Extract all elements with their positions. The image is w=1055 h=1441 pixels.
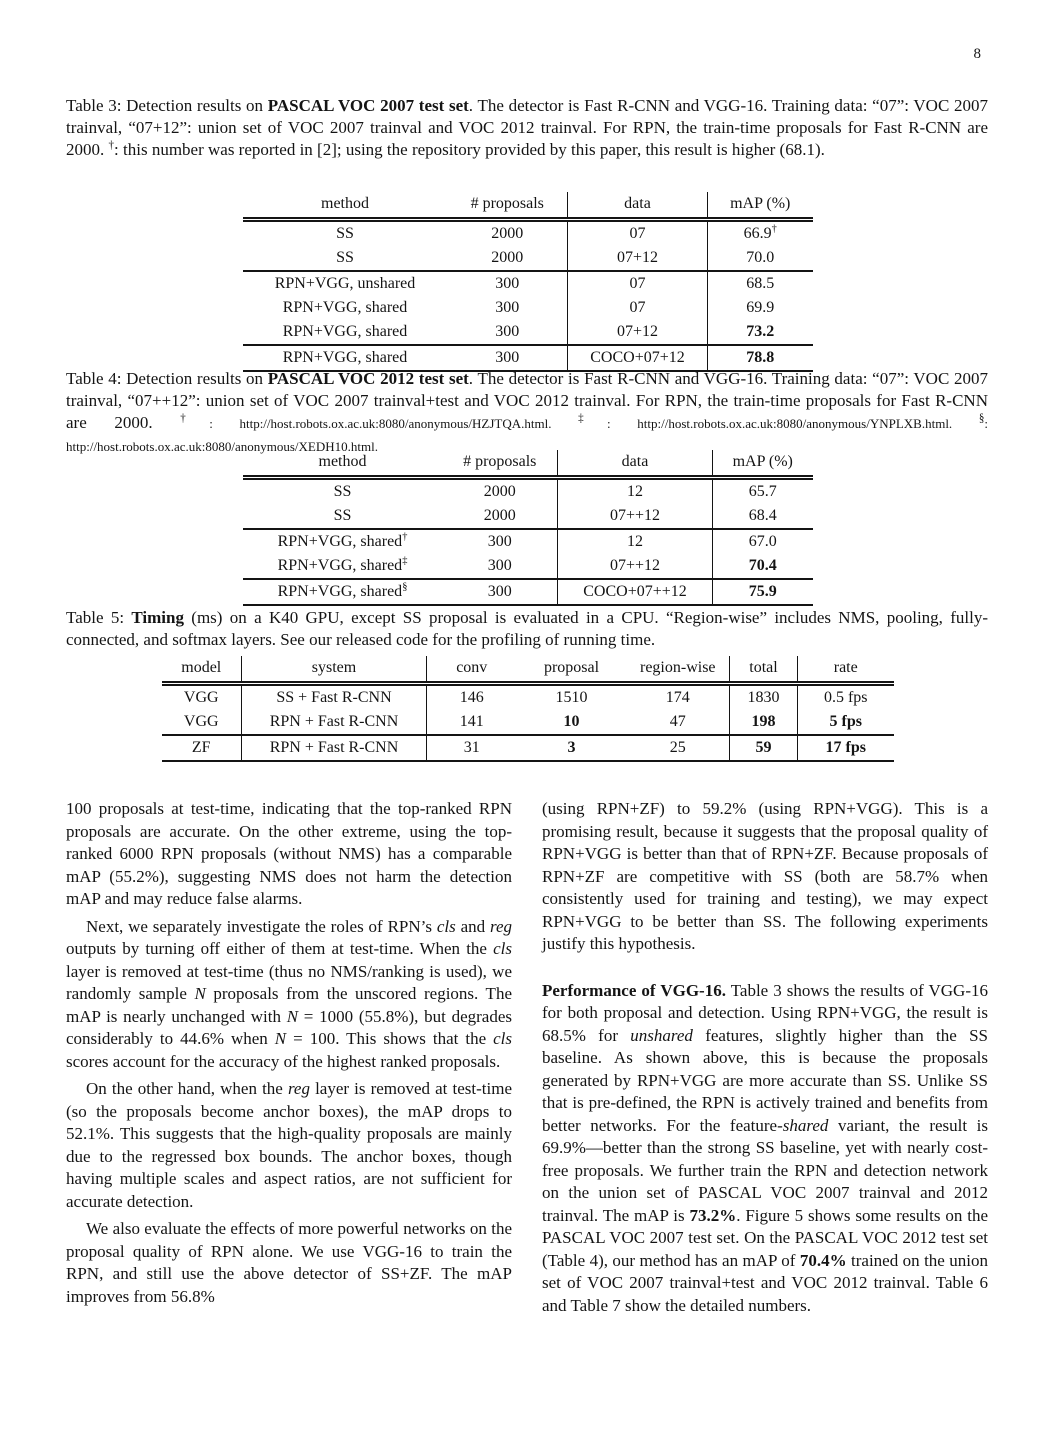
- column-header: # proposals: [443, 450, 558, 478]
- footnote-marker: ‡: [402, 555, 408, 567]
- table-row: [162, 684, 894, 711]
- table-cell: 66.9†: [743, 223, 777, 242]
- table-cell: [517, 735, 627, 761]
- table-cell: [730, 710, 798, 735]
- table-cell: 69.9: [746, 299, 775, 316]
- text-run: cls: [493, 939, 512, 958]
- text-run: reg: [489, 916, 512, 936]
- column-header: rate: [798, 656, 894, 684]
- table-cell: [713, 554, 813, 579]
- table-cell: 07+12: [568, 320, 708, 345]
- text-run: 75.9: [748, 583, 777, 600]
- text-run: shared: [782, 1115, 829, 1135]
- table-cell: [798, 710, 894, 735]
- table-cell: SS + Fast R-CNN: [242, 684, 427, 711]
- table-cell: 146: [459, 689, 484, 706]
- table-row: [243, 296, 813, 320]
- table-cell: 68.5: [708, 271, 813, 296]
- text-run: 73.2: [746, 323, 775, 340]
- page-number: 8: [973, 46, 981, 62]
- table3-container: [0, 192, 1055, 372]
- table5-caption: Table 5: Timing (ms) on a K40 GPU, except SS proposal is evaluated in a CPU. “Region-wise” includes NMS, pooling, fully-connected, and softmax layers. See our released code for the profiling of running time.: [66, 608, 988, 649]
- table-cell: 67.0: [713, 529, 813, 554]
- table-cell: 65.7: [748, 483, 777, 500]
- text-run: 10: [563, 713, 580, 730]
- table-cell: 2000: [448, 220, 568, 247]
- body-paragraph: (using RPN+ZF) to 59.2% (using RPN+VGG). This is a promising result, because it suggests that the proposal quality of RPN+VGG is better than that of RPN+ZF. Because proposals of RPN+ZF are competitive with SS (both are 58.7% when consistently used for training and testing), we may expect RPN+VGG to be better than SS. The following experiments justify this hypothesis.: [542, 799, 988, 953]
- footnote-marker: §: [978, 412, 985, 425]
- table-cell: 07++12: [558, 554, 713, 579]
- column-header: mAP (%): [713, 450, 813, 478]
- table-cell: 2000: [443, 478, 558, 505]
- text-run: cls: [436, 916, 456, 936]
- body-paragraph-with-run-in-heading: Performance of VGG-16. Table 3 shows the results of VGG-16 for both proposal and detection. Using RPN+VGG, the result is 68.5% for unshared features, slightly higher than the SS baseline. As shown above, this is because the proposals generated by RPN+VGG are more accurate than SS. Unlike SS that is pre-defined, the RPN is actively trained and benefits from better networks. For the feature-shared variant, the result is 69.9%—better than the strong SS baseline, yet with nearly cost-free proposals. We further train the RPN and detection network on the union set of PASCAL VOC 2007 trainval and 2012 trainval. The mAP is 73.2%. Figure 5 shows some results on the PASCAL VOC 2007 test set. On the PASCAL VOC 2012 test set (Table 4), our method has an mAP of 70.4% trained on the union set of VOC 2007 trainval+test and VOC 2012 trainval. Table 6 and Table 7 show the detailed numbers.: [542, 980, 989, 1315]
- table-cell: 300: [443, 554, 558, 579]
- body-paragraph: On the other hand, when the reg layer is removed at test-time (so the proposals become anchor boxes), the mAP drops to 52.1%. This suggests that the high-quality proposals are mainly due to the regressed box bounds. The anchor boxes, though having multiple scales and aspect ratios, are not sufficient for accurate detection.: [66, 1079, 512, 1211]
- table-cell: SS: [333, 507, 352, 524]
- table3-caption: Table 3: Detection results on PASCAL VOC 2007 test set. The detector is Fast R-CNN and VGG-16. Training data: “07”: VOC 2007 trainval, “07+12”: union set of VOC 2007 trainval and VOC 2012 trainval. For RPN, the train-time proposals for Fast R-CNN are 2000. †: this number was reported in [2]; using the repository provided by this paper, this result is higher (68.1).: [66, 96, 988, 159]
- left-column: [66, 798, 512, 1313]
- table-cell: [730, 735, 798, 761]
- table-cell: 174: [627, 684, 730, 711]
- table-cell: 07: [568, 220, 708, 247]
- table-cell: [713, 579, 813, 605]
- column-header: method: [243, 192, 448, 220]
- text-run: PASCAL VOC 2012 test set: [267, 369, 469, 388]
- table-row: [243, 529, 813, 554]
- table-cell: 31: [427, 735, 517, 761]
- body-paragraph: We also evaluate the effects of more powerful networks on the proposal quality of RPN alone. We use VGG-16 to train the RPN, and still use the above detector of SS+ZF. The mAP improves from 56.8%: [66, 1219, 512, 1306]
- table-cell: 07: [568, 271, 708, 296]
- table4-container: [0, 450, 1055, 606]
- table-cell: 300: [448, 320, 568, 345]
- footnote-marker: †: [180, 412, 210, 425]
- table-cell: 300: [443, 529, 558, 554]
- footnote-marker: †: [402, 531, 408, 543]
- column-header: conv: [427, 656, 517, 684]
- table-row: [162, 735, 894, 761]
- table-cell: SS: [336, 225, 354, 242]
- table-cell: 07++12: [558, 504, 713, 529]
- footnote-marker: †: [108, 139, 115, 152]
- text-run: 73.2%: [689, 1205, 737, 1225]
- table-row: [243, 320, 813, 345]
- table-cell: RPN+VGG, shared‡: [277, 555, 408, 574]
- table-cell: 300: [443, 579, 558, 605]
- text-run: reg: [287, 1079, 310, 1098]
- text-run: 198: [751, 713, 776, 730]
- text-run: Performance of VGG-16.: [542, 980, 726, 1000]
- column-header: method: [243, 450, 443, 478]
- table4: [243, 450, 813, 606]
- table-cell: 2000: [443, 504, 558, 529]
- table-row: [243, 554, 813, 579]
- table-cell: SS: [336, 249, 354, 266]
- table-row: [243, 504, 813, 529]
- text-run: 70.4: [748, 557, 777, 574]
- table-cell: VGG: [162, 710, 242, 735]
- table-cell: [708, 320, 813, 345]
- text-run: unshared: [630, 1025, 693, 1045]
- table-header-row: [243, 192, 813, 220]
- text-run: : http://host.robots.ox.ac.uk:8080/anonymous/YNPLXB.html.: [607, 416, 979, 431]
- column-header: # proposals: [448, 192, 568, 220]
- table-cell: 70.0: [746, 249, 775, 266]
- table-row: [243, 220, 813, 247]
- column-header: total: [730, 656, 798, 684]
- column-header: mAP (%): [708, 192, 813, 220]
- table-cell: 1510: [555, 689, 588, 706]
- table-cell: 68.4: [748, 507, 777, 524]
- table-cell: RPN + Fast R-CNN: [242, 710, 427, 735]
- footnote-marker: †: [771, 223, 777, 235]
- text-run: 17 fps: [825, 739, 866, 756]
- table-cell: 1830: [730, 684, 798, 711]
- column-header: data: [568, 192, 708, 220]
- table-cell: 47: [627, 710, 730, 735]
- table-cell: ZF: [162, 735, 242, 761]
- text-run: : http://host.robots.ox.ac.uk:8080/anonymous/HZJTQA.html.: [209, 416, 579, 431]
- table4-caption: Table 4: Detection results on PASCAL VOC 2012 test set. The detector is Fast R-CNN and VGG-16. Training data: “07”: VOC 2007 trainval, “07++12”: union set of VOC 2007 trainval+test and VOC 2012 trainval. For RPN, the train-time proposals for Fast R-CNN are 2000. †: http://host.robots.ox.ac.uk:8080/anonymous/HZJTQA.html. ‡: http://host.robots.ox.ac.uk:8080/anonymous/YNPLXB.html. §: http://host.robots.ox.ac.uk:8080/anonymous/XEDH10.html.: [66, 369, 988, 454]
- table-cell: 0.5 fps: [823, 689, 868, 706]
- table-cell: RPN+VGG, shared: [243, 345, 448, 371]
- table3: [243, 192, 813, 372]
- table-cell: 141: [459, 713, 484, 730]
- column-header: system: [242, 656, 427, 684]
- table-cell: [798, 735, 894, 761]
- table-cell: RPN+VGG, shared: [282, 299, 408, 316]
- text-run: 78.8: [746, 349, 775, 366]
- table-cell: 12: [558, 478, 713, 505]
- column-header: proposal: [517, 656, 627, 684]
- footnote-marker: ‡: [578, 412, 608, 425]
- table-cell: SS: [333, 483, 352, 500]
- column-header: data: [558, 450, 713, 478]
- table-cell: [517, 710, 627, 735]
- body-paragraph: Next, we separately investigate the roles of RPN’s cls and reg outputs by turning off either of them at test-time. When the cls layer is removed at test-time (thus no NMS/ranking is used), we randomly sample N proposals from the unscored regions. The mAP is nearly unchanged with N = 1000 (55.8%), but degrades considerably to 44.6% when N = 100. This shows that the cls scores account for the accuracy of the highest ranked proposals.: [66, 916, 512, 1071]
- table-cell: 300: [448, 296, 568, 320]
- table-cell: COCO+07+12: [568, 345, 708, 371]
- footnote-marker: §: [402, 581, 408, 593]
- table-cell: 300: [448, 345, 568, 371]
- right-column: [542, 798, 988, 1322]
- table-cell: 07: [568, 296, 708, 320]
- table-row: [162, 710, 894, 735]
- text-run: PASCAL VOC 2007 test set: [267, 96, 469, 115]
- table-cell: 07+12: [568, 246, 708, 271]
- text-run: Timing: [131, 608, 184, 627]
- table-cell: 300: [448, 271, 568, 296]
- column-header: region-wise: [627, 656, 730, 684]
- text-run: N: [274, 1029, 287, 1048]
- table-row: [243, 271, 813, 296]
- table5-container: [0, 656, 1055, 762]
- text-run: N: [286, 1006, 299, 1026]
- text-run: : http://host.robots.ox.ac.uk:8080/anonymous/XEDH10.html.: [66, 416, 988, 454]
- table-cell: 25: [627, 735, 730, 761]
- table-cell: RPN+VGG, shared§: [243, 579, 443, 605]
- table-cell: RPN + Fast R-CNN: [242, 735, 427, 761]
- table-row: [243, 579, 813, 605]
- table-cell: 12: [558, 529, 713, 554]
- text-run: 59: [755, 739, 772, 756]
- text-run: 3: [567, 739, 576, 756]
- table-cell: 2000: [448, 246, 568, 271]
- table-row: [243, 246, 813, 271]
- table-cell: RPN+VGG, shared†: [243, 529, 443, 554]
- table-cell: VGG: [162, 684, 242, 711]
- column-header: model: [162, 656, 242, 684]
- table-header-row: [162, 656, 894, 684]
- body-paragraph: 100 proposals at test-time, indicating that the top-ranked RPN proposals are accurate. On the other extreme, using the top-ranked 6000 RPN proposals (without NMS) has a comparable mAP (55.2%), suggesting NMS does not harm the detection mAP and may reduce false alarms.: [66, 799, 512, 908]
- text-run: 70.4%: [799, 1250, 847, 1270]
- text-run: N: [194, 984, 206, 1003]
- table5: [162, 656, 894, 762]
- table-header-row: [243, 450, 813, 478]
- table-cell: RPN+VGG, unshared: [243, 271, 448, 296]
- text-run: 5 fps: [829, 713, 862, 730]
- table-cell: COCO+07++12: [558, 579, 713, 605]
- table-cell: RPN+VGG, shared: [282, 323, 408, 340]
- text-run: cls: [493, 1029, 512, 1048]
- table-row: [243, 478, 813, 505]
